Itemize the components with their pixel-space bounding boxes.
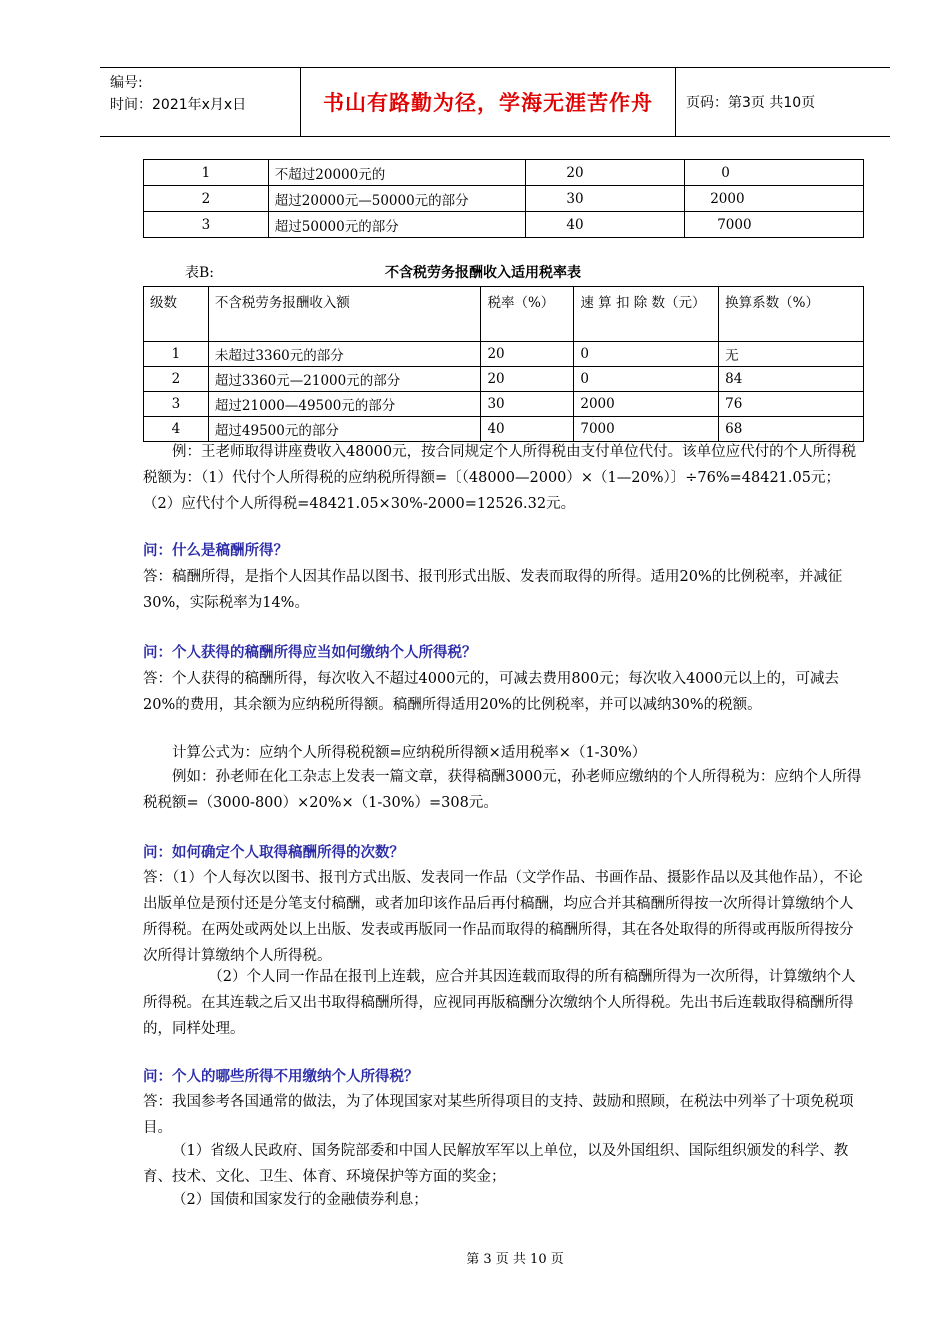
table-cell: 1 <box>144 160 269 186</box>
table-cell: 20 <box>481 367 574 392</box>
answer-paragraph: 答：（1）个人每次以图书、报刊方式出版、发表同一作品（文学作品、书画作品、摄影作品以及其他作品），不论出版单位是预付还是分笔支付稿酬，或者加印该作品后再付稿酬，均应合并其稿酬所得按一次所得计算缴纳个人所得税。在两处或两处以上出版、发表或再版同一作品而取得的稿酬所得，其在各处取得的所得或再版所得按分次所得计算缴纳个人所得税。 <box>143 870 863 964</box>
tax-table-a <box>143 159 864 238</box>
table-b-title: 不含税劳务报酬收入适用税率表 <box>385 265 581 281</box>
number-label: 编号: <box>110 75 143 91</box>
answer-paragraph: 答：个人获得的稿酬所得，每次收入不超过4000元的，可减去费用800元；每次收入4000元以上的，可减去20%的费用，其余额为应纳税所得额。稿酬所得适用20%的比例税率，并可以减纳30%的税额。 <box>143 671 839 713</box>
table-cell: 0 <box>685 160 864 186</box>
page-footer: 第 3 页 共 10 页 <box>466 1252 564 1267</box>
table-cell: 4 <box>144 417 209 442</box>
table-cell: 7000 <box>574 417 719 442</box>
table-cell: 3 <box>144 212 269 238</box>
table-row <box>144 342 864 367</box>
header-meta <box>100 68 300 136</box>
table-cell: 3 <box>144 392 209 417</box>
example-paragraph: 例：王老师取得讲座费收入48000元，按合同规定个人所得税由支付单位代付。该单位应代付的个人所得税税额为：（1）代付个人所得税的应纳税所得额=〔（48000—2000）×（1—20%）〕÷76%=48421.05元；（2）应代付个人所得税=48421.05×30%-2000=12526.32元。 <box>143 444 857 512</box>
column-header: 换算系数（%） <box>719 287 864 342</box>
example-paragraph: 例如：孙老师在化工杂志上发表一篇文章，获得稿酬3000元，孙老师应缴纳的个人所得税为：应纳个人所得税税额=（3000-800）×20%×（1-30%）=308元。 <box>143 769 862 811</box>
table-cell: 2000 <box>574 392 719 417</box>
answer-paragraph: 答：我国参考各国通常的做法，为了体现国家对某些所得项目的支持、鼓励和照顾，在税法中列举了十项免税项目。 <box>143 1094 854 1136</box>
motto: 书山有路勤为径，学海无涯苦作舟 <box>300 68 676 136</box>
column-header: 级数 <box>144 287 209 342</box>
table-cell: 0 <box>574 367 719 392</box>
tax-table-b <box>143 286 864 442</box>
table-b-label: 表B: <box>185 265 215 281</box>
question-heading: 问：如何确定个人取得稿酬所得的次数？ <box>143 845 404 861</box>
page-info: 页码：第3页 共10页 <box>686 95 816 111</box>
table-cell: 30 <box>481 392 574 417</box>
table-cell: 84 <box>719 367 864 392</box>
answer-paragraph: 答：稿酬所得，是指个人因其作品以图书、报刊形式出版、发表而取得的所得。适用20%的比例税率，并减征30%，实际税率为14%。 <box>143 569 843 611</box>
time-label: 时间：2021年x月x日 <box>110 97 247 113</box>
table-cell: 76 <box>719 392 864 417</box>
table-cell: 2 <box>144 367 209 392</box>
table-cell: 1 <box>144 342 209 367</box>
table-cell: 超过20000元—50000元的部分 <box>268 186 526 212</box>
page-header <box>100 67 890 137</box>
table-cell: 超过21000—49500元的部分 <box>208 392 481 417</box>
table-cell: 68 <box>719 417 864 442</box>
question-heading: 问：个人的哪些所得不用缴纳个人所得税？ <box>143 1069 419 1085</box>
table-cell: 20 <box>481 342 574 367</box>
question-heading: 问：个人获得的稿酬所得应当如何缴纳个人所得税？ <box>143 645 477 661</box>
table-cell: 40 <box>526 212 685 238</box>
table-cell: 不超过20000元的 <box>268 160 526 186</box>
table-cell: 超过50000元的部分 <box>268 212 526 238</box>
table-row <box>144 186 864 212</box>
column-header: 速 算 扣 除 数（元） <box>574 287 719 342</box>
table-cell: 30 <box>526 186 685 212</box>
column-header: 不含税劳务报酬收入额 <box>208 287 481 342</box>
answer-paragraph: （2）个人同一作品在报刊上连载，应合并其因连载而取得的所有稿酬所得为一次所得，计算缴纳个人所得税。在其连载之后又出书取得稿酬所得，应视同再版稿酬分次缴纳个人所得税。先出书后连载取得稿酬所得的，同样处理。 <box>143 969 856 1037</box>
table-cell: 40 <box>481 417 574 442</box>
table-row <box>144 392 864 417</box>
table-row <box>144 212 864 238</box>
table-cell: 20 <box>526 160 685 186</box>
list-item: （1）省级人民政府、国务院部委和中国人民解放军军以上单位，以及外国组织、国际组织颁发的科学、教育、技术、文化、卫生、体育、环境保护等方面的奖金； <box>143 1143 849 1185</box>
table-row <box>144 160 864 186</box>
table-row <box>144 367 864 392</box>
table-cell: 2 <box>144 186 269 212</box>
table-cell: 超过49500元的部分 <box>208 417 481 442</box>
list-item: （2）国债和国家发行的金融债券利息； <box>172 1192 428 1208</box>
column-header: 税率（%） <box>481 287 574 342</box>
formula-paragraph: 计算公式为：应纳个人所得税税额=应纳税所得额×适用税率×（1-30%） <box>172 745 647 761</box>
table-cell: 未超过3360元的部分 <box>208 342 481 367</box>
table-cell: 2000 <box>685 186 864 212</box>
table-row <box>144 417 864 442</box>
question-heading: 问：什么是稿酬所得？ <box>143 543 288 559</box>
table-cell: 超过3360元—21000元的部分 <box>208 367 481 392</box>
table-cell: 7000 <box>685 212 864 238</box>
table-cell: 无 <box>719 342 864 367</box>
table-cell: 0 <box>574 342 719 367</box>
table-header-row <box>144 287 864 342</box>
